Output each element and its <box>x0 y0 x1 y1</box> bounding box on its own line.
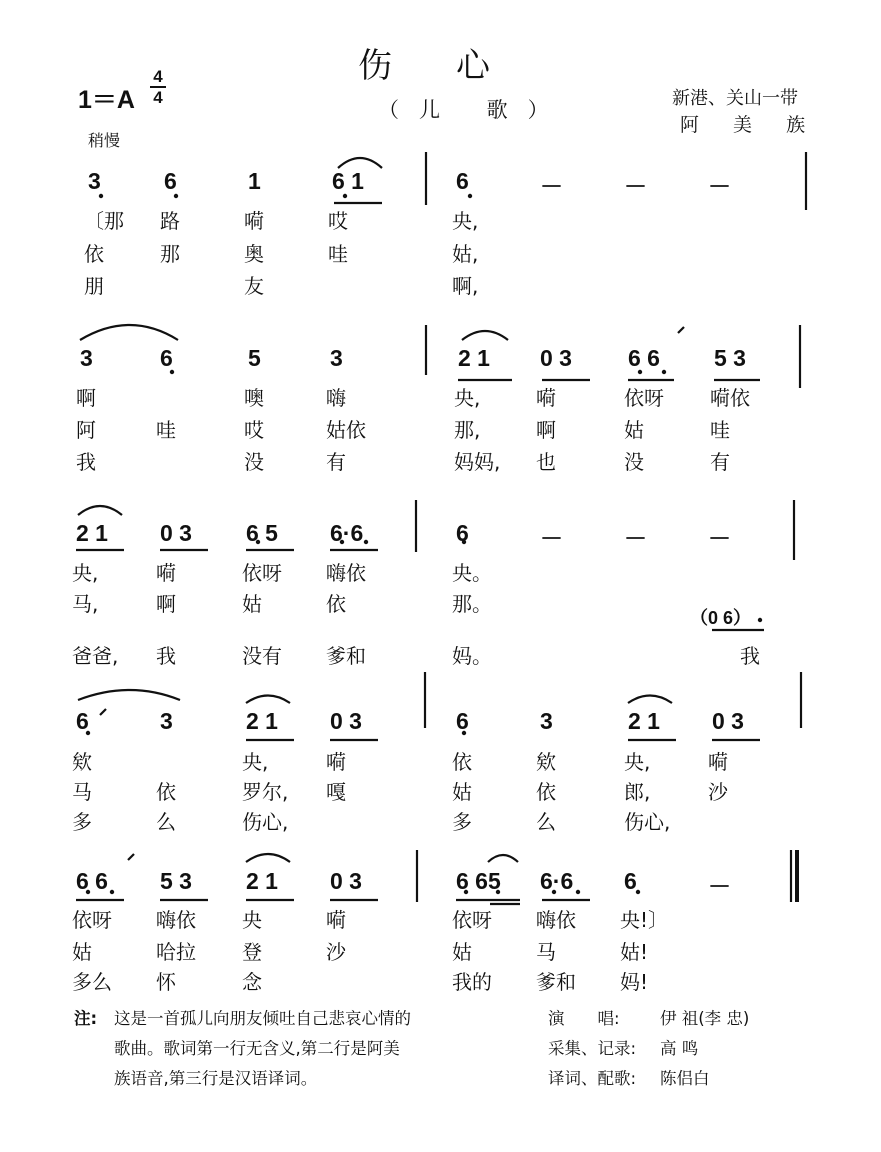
footnote <box>74 1004 534 1094</box>
lyric-syllable: 沙 <box>708 780 728 804</box>
lyric-syllable: 嘎 <box>326 780 346 804</box>
lyric-syllable: 依 <box>84 242 104 266</box>
pickup-lyric: 我 <box>740 644 760 668</box>
time-top: 4 <box>153 67 163 86</box>
lyric-syllable: 多 <box>72 810 92 834</box>
lyric-syllable: 阿 <box>76 418 96 442</box>
lyric-syllable: 央。 <box>452 561 492 585</box>
lyric-syllable: 依呀 <box>72 908 112 932</box>
jianpu-note: 6 5 <box>246 520 278 546</box>
jianpu-note: － <box>540 525 563 551</box>
lyric-syllable: 妈。 <box>452 644 492 668</box>
lyric-syllable: 嗬 <box>244 209 264 233</box>
jianpu-note: 5 3 <box>714 345 746 371</box>
jianpu-note: 6·6 <box>540 868 574 894</box>
ethnicity-credit: 阿 美 族 <box>680 114 820 136</box>
lyric-syllable: 朋 <box>84 274 104 298</box>
credit-name: 伊 祖(李 忠) <box>660 1009 750 1028</box>
lyric-syllable: 我 <box>76 450 96 474</box>
lyric-syllable: 哎 <box>244 418 264 442</box>
jianpu-note: 3 <box>88 168 101 194</box>
jianpu-note: － <box>624 173 647 199</box>
lyric-syllable: 么 <box>536 810 556 834</box>
jianpu-note: 0 3 <box>330 708 362 734</box>
lyric-syllable: 央, <box>624 750 651 774</box>
lyric-syllable: 央 <box>242 908 262 932</box>
lyric-syllable: 嗬 <box>326 750 346 774</box>
lyric-syllable: 么 <box>156 810 176 834</box>
lyric-syllable: 那, <box>454 418 481 442</box>
jianpu-note: 0 3 <box>540 345 572 371</box>
pickup-notes: （0 6） <box>690 608 752 628</box>
jianpu-note: 3 <box>80 345 93 371</box>
jianpu-note: 1 <box>248 168 261 194</box>
lyric-syllable: 爸爸, <box>72 644 119 668</box>
lyric-syllable: 没 <box>624 450 644 474</box>
lyric-syllable: 姑 <box>72 940 92 964</box>
lyric-syllable: 姑! <box>620 940 649 964</box>
lyric-syllable: 央, <box>452 209 479 233</box>
jianpu-note: 6·6 <box>330 520 364 546</box>
lyric-syllable: 嗨 <box>326 386 346 410</box>
lyric-syllable: 妈! <box>620 970 649 994</box>
lyric-syllable: 姑 <box>242 592 262 616</box>
lyric-syllable: 嗨依 <box>326 561 366 585</box>
jianpu-note: － <box>708 873 731 899</box>
jianpu-note: 0 3 <box>160 520 192 546</box>
jianpu-note: 3 <box>540 708 553 734</box>
lyric-syllable: 路 <box>160 209 180 233</box>
jianpu-note: 2 1 <box>628 708 660 734</box>
lyric-syllable: 没有 <box>242 644 282 668</box>
lyric-syllable: 爹和 <box>536 970 576 994</box>
lyric-syllable: 央, <box>454 386 481 410</box>
region-credit: 新港、关山一带 <box>672 88 798 109</box>
lyric-syllable: 奥 <box>244 242 264 266</box>
credit-role: 演 唱: <box>548 1009 620 1028</box>
jianpu-note: 2 1 <box>246 708 278 734</box>
jianpu-note: － <box>708 173 731 199</box>
lyric-syllable: 有 <box>326 450 346 474</box>
lyric-syllable: 依呀 <box>242 561 282 585</box>
lyric-syllable: 央, <box>72 561 99 585</box>
lyric-syllable: 姑 <box>452 780 472 804</box>
lyric-syllable: 啊, <box>452 274 479 298</box>
lyric-syllable: 欸 <box>536 750 556 774</box>
lyric-syllable: 多么 <box>72 970 112 994</box>
lyric-syllable: 嗨依 <box>156 908 196 932</box>
credits <box>548 1004 749 1094</box>
lyric-syllable: 央, <box>242 750 269 774</box>
lyric-syllable: 〔那 <box>84 209 124 233</box>
jianpu-note: 6 <box>160 345 173 371</box>
lyric-syllable: 依 <box>452 750 472 774</box>
lyric-syllable: 姑, <box>452 242 479 266</box>
lyric-syllable: 啊 <box>156 592 176 616</box>
credit-role: 采集、记录: <box>548 1039 637 1058</box>
jianpu-note: 6 <box>164 168 177 194</box>
lyric-syllable: 姑 <box>624 418 644 442</box>
jianpu-note: 6 <box>456 168 469 194</box>
lyric-syllable: 哈拉 <box>156 940 196 964</box>
lyric-syllable: 友 <box>244 274 264 298</box>
lyric-syllable: 我的 <box>452 970 492 994</box>
lyric-syllable: 欸 <box>72 750 92 774</box>
lyric-syllable: 嗬 <box>708 750 728 774</box>
footnote-line: 这是一首孤儿向朋友倾吐自己悲哀心情的 <box>114 1009 411 1028</box>
jianpu-note: 3 <box>160 708 173 734</box>
lyric-syllable: 依呀 <box>624 386 664 410</box>
jianpu-note: － <box>708 525 731 551</box>
lyric-syllable: 依 <box>156 780 176 804</box>
jianpu-note: 6 65 <box>456 868 501 894</box>
lyric-syllable: 那 <box>160 242 180 266</box>
song-title: 伤心 <box>358 46 554 86</box>
lyric-syllable: 念 <box>242 970 262 994</box>
lyric-syllable: 也 <box>536 450 556 474</box>
jianpu-note: － <box>540 173 563 199</box>
lyric-syllable: 啊 <box>76 386 96 410</box>
lyric-syllable: 登 <box>242 940 262 964</box>
lyric-syllable: 央!〕 <box>620 908 669 932</box>
lyric-syllable: 依呀 <box>452 908 492 932</box>
lyric-syllable: 妈妈, <box>454 450 501 474</box>
lyric-syllable: 马 <box>72 780 92 804</box>
jianpu-note: － <box>624 525 647 551</box>
lyric-syllable: 姑依 <box>326 418 366 442</box>
jianpu-note: 2 1 <box>246 868 278 894</box>
lyric-syllable: 哇 <box>328 242 348 266</box>
lyric-syllable: 怀 <box>156 970 176 994</box>
lyric-syllable: 马, <box>72 592 99 616</box>
lyric-syllable: 有 <box>710 450 730 474</box>
lyric-syllable: 哇 <box>156 418 176 442</box>
lyric-syllable: 依 <box>326 592 346 616</box>
jianpu-note: 6 6 <box>628 345 660 371</box>
lyric-syllable: 哇 <box>710 418 730 442</box>
lyric-syllable: 多 <box>452 810 472 834</box>
lyric-syllable: 伤心, <box>624 810 671 834</box>
lyric-syllable: 郎, <box>624 780 651 804</box>
lyric-syllable: 噢 <box>244 386 264 410</box>
footnote-label: 注: <box>74 1009 98 1028</box>
jianpu-note: 5 <box>248 345 261 371</box>
lyric-syllable: 罗尔, <box>242 780 289 804</box>
jianpu-note: 2 1 <box>76 520 108 546</box>
credit-role: 译词、配歌: <box>548 1069 637 1088</box>
credit-name: 高 鸣 <box>660 1039 699 1058</box>
lyric-syllable: 嗬 <box>156 561 176 585</box>
lyric-syllable: 那。 <box>452 592 492 616</box>
tempo-marking: 稍慢 <box>88 131 121 150</box>
jianpu-note: 5 3 <box>160 868 192 894</box>
jianpu-note: 6 <box>456 708 469 734</box>
lyric-syllable: 沙 <box>326 940 346 964</box>
key-signature: 1＝A <box>78 86 135 114</box>
lyric-syllable: 爹和 <box>326 644 366 668</box>
jianpu-note: 6 <box>624 868 637 894</box>
jianpu-note: 3 <box>330 345 343 371</box>
lyric-syllable: 伤心, <box>242 810 289 834</box>
jianpu-note: 6 6 <box>76 868 108 894</box>
lyric-syllable: 姑 <box>452 940 472 964</box>
jianpu-note: 2 1 <box>458 345 490 371</box>
jianpu-note: 0 3 <box>330 868 362 894</box>
jianpu-note: 6 <box>76 708 89 734</box>
lyric-syllable: 依 <box>536 780 556 804</box>
jianpu-note: 0 3 <box>712 708 744 734</box>
lyric-syllable: 嗬 <box>536 386 556 410</box>
lyric-syllable: 嗬依 <box>710 386 750 410</box>
footnote-line: 族语音,第三行是汉语译词。 <box>114 1069 318 1088</box>
lyric-syllable: 嗬 <box>326 908 346 932</box>
time-bottom: 4 <box>153 88 163 107</box>
jianpu-note: 6 <box>456 520 469 546</box>
lyric-syllable: 哎 <box>328 209 348 233</box>
lyric-syllable: 没 <box>244 450 264 474</box>
lyric-syllable: 我 <box>156 644 176 668</box>
footnote-line: 歌曲。歌词第一行无含义,第二行是阿美 <box>114 1039 400 1058</box>
lyric-syllable: 马 <box>536 940 556 964</box>
lyric-syllable: 啊 <box>536 418 556 442</box>
jianpu-note: 6 1 <box>332 168 364 194</box>
lyric-syllable: 嗨依 <box>536 908 576 932</box>
song-subtitle: （儿 歌） <box>378 98 569 122</box>
credit-name: 陈侣白 <box>660 1069 710 1088</box>
